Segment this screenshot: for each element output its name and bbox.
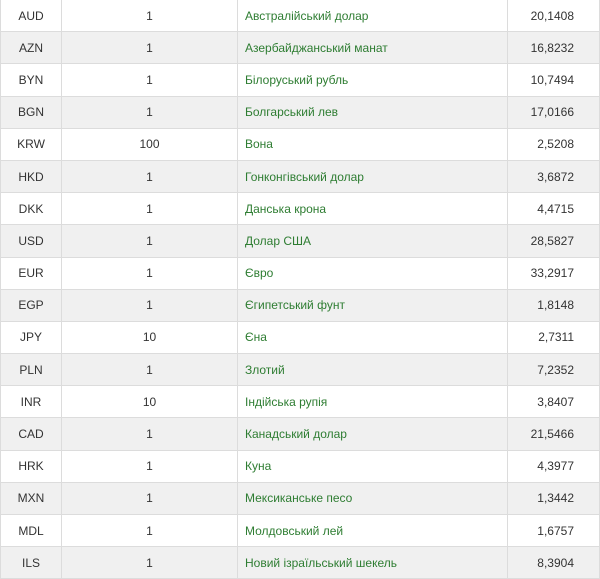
currency-row-usd <box>1 225 600 257</box>
currency-code-cell: BYN <box>1 64 62 96</box>
currency-name-link[interactable]: Молдовський лей <box>238 515 508 547</box>
currency-units-cell: 100 <box>62 128 238 160</box>
currency-code-cell: PLN <box>1 354 62 386</box>
currency-row-eur <box>1 257 600 289</box>
currency-name-link[interactable]: Гонконгівський долар <box>238 160 508 192</box>
currency-name-link[interactable]: Євро <box>238 257 508 289</box>
currency-code-cell: JPY <box>1 321 62 353</box>
currency-code-cell: AZN <box>1 32 62 64</box>
currency-name-link[interactable]: Мексиканське песо <box>238 482 508 514</box>
currency-rate-cell: 1,6757 <box>508 515 600 547</box>
currency-units-cell: 10 <box>62 386 238 418</box>
currency-name-link[interactable]: Азербайджанський манат <box>238 32 508 64</box>
currency-rate-cell: 20,1408 <box>508 0 600 32</box>
currency-code-cell: KRW <box>1 128 62 160</box>
currency-name-link[interactable]: Данська крона <box>238 193 508 225</box>
currency-code-cell: BGN <box>1 96 62 128</box>
currency-units-cell: 1 <box>62 450 238 482</box>
currency-units-cell: 1 <box>62 418 238 450</box>
currency-rate-cell: 2,7311 <box>508 321 600 353</box>
currency-row-jpy <box>1 321 600 353</box>
currency-units-cell: 1 <box>62 225 238 257</box>
currency-rate-cell: 10,7494 <box>508 64 600 96</box>
currency-code-cell: EUR <box>1 257 62 289</box>
currency-row-aud <box>1 0 600 32</box>
currency-units-cell: 1 <box>62 482 238 514</box>
currency-rate-cell: 2,5208 <box>508 128 600 160</box>
currency-units-cell: 1 <box>62 257 238 289</box>
currency-units-cell: 1 <box>62 64 238 96</box>
currency-row-hkd <box>1 160 600 192</box>
currency-units-cell: 10 <box>62 321 238 353</box>
currency-name-link[interactable]: Новий ізраїльський шекель <box>238 547 508 579</box>
currency-name-link[interactable]: Долар США <box>238 225 508 257</box>
currency-name-link[interactable]: Вона <box>238 128 508 160</box>
currency-rate-cell: 3,8407 <box>508 386 600 418</box>
currency-units-cell: 1 <box>62 0 238 32</box>
currency-code-cell: USD <box>1 225 62 257</box>
currency-rates-body <box>1 0 600 579</box>
currency-row-dkk <box>1 193 600 225</box>
currency-rate-cell: 1,3442 <box>508 482 600 514</box>
currency-rate-cell: 7,2352 <box>508 354 600 386</box>
currency-code-cell: EGP <box>1 289 62 321</box>
currency-code-cell: ILS <box>1 547 62 579</box>
currency-rate-cell: 8,3904 <box>508 547 600 579</box>
currency-code-cell: AUD <box>1 0 62 32</box>
currency-row-azn <box>1 32 600 64</box>
currency-units-cell: 1 <box>62 32 238 64</box>
currency-row-mdl <box>1 515 600 547</box>
currency-row-mxn <box>1 482 600 514</box>
currency-code-cell: HKD <box>1 160 62 192</box>
currency-name-link[interactable]: Єгипетський фунт <box>238 289 508 321</box>
currency-code-cell: CAD <box>1 418 62 450</box>
currency-rate-cell: 33,2917 <box>508 257 600 289</box>
currency-row-byn <box>1 64 600 96</box>
currency-name-link[interactable]: Білоруський рубль <box>238 64 508 96</box>
currency-code-cell: MDL <box>1 515 62 547</box>
currency-row-pln <box>1 354 600 386</box>
currency-rate-cell: 17,0166 <box>508 96 600 128</box>
currency-row-hrk <box>1 450 600 482</box>
currency-row-ils <box>1 547 600 579</box>
currency-code-cell: MXN <box>1 482 62 514</box>
currency-name-link[interactable]: Індійська рупія <box>238 386 508 418</box>
currency-code-cell: HRK <box>1 450 62 482</box>
currency-name-link[interactable]: Єна <box>238 321 508 353</box>
currency-name-link[interactable]: Канадський долар <box>238 418 508 450</box>
currency-row-bgn <box>1 96 600 128</box>
currency-rate-cell: 4,3977 <box>508 450 600 482</box>
currency-rate-cell: 28,5827 <box>508 225 600 257</box>
currency-units-cell: 1 <box>62 193 238 225</box>
currency-units-cell: 1 <box>62 354 238 386</box>
currency-row-inr <box>1 386 600 418</box>
currency-row-cad <box>1 418 600 450</box>
currency-rate-cell: 3,6872 <box>508 160 600 192</box>
currency-units-cell: 1 <box>62 160 238 192</box>
currency-name-link[interactable]: Куна <box>238 450 508 482</box>
currency-row-krw <box>1 128 600 160</box>
currency-rate-cell: 4,4715 <box>508 193 600 225</box>
currency-name-link[interactable]: Австралійський долар <box>238 0 508 32</box>
currency-row-egp <box>1 289 600 321</box>
currency-code-cell: INR <box>1 386 62 418</box>
currency-units-cell: 1 <box>62 289 238 321</box>
currency-name-link[interactable]: Болгарський лев <box>238 96 508 128</box>
currency-code-cell: DKK <box>1 193 62 225</box>
currency-units-cell: 1 <box>62 547 238 579</box>
currency-rate-cell: 16,8232 <box>508 32 600 64</box>
currency-rate-cell: 1,8148 <box>508 289 600 321</box>
currency-units-cell: 1 <box>62 515 238 547</box>
currency-units-cell: 1 <box>62 96 238 128</box>
currency-name-link[interactable]: Злотий <box>238 354 508 386</box>
currency-rate-cell: 21,5466 <box>508 418 600 450</box>
